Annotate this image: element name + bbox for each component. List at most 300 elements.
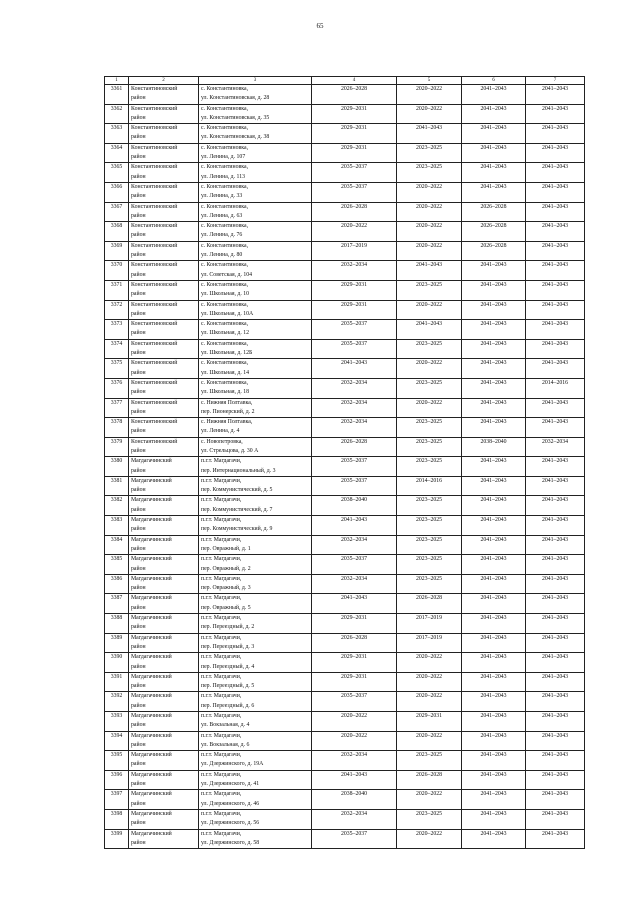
period-col4 (312, 614, 397, 634)
period-col5-line: 2023–2025 (415, 752, 443, 759)
row-number (105, 535, 129, 555)
address-cell-line: пер. Овражный, д. 1 (201, 545, 251, 552)
address-cell-line: с. Константиновка, (201, 164, 249, 171)
district-cell-line: район (131, 369, 146, 376)
row-number-line: 3367 (110, 203, 123, 210)
period-col6-line: 2041–2043 (480, 634, 507, 641)
address-cell-line: п.г.т. Магдагачи, (201, 458, 242, 465)
period-col7 (526, 85, 585, 105)
period-col4 (312, 731, 397, 751)
period-col4 (312, 712, 397, 732)
period-col7 (526, 731, 585, 751)
period-col5 (397, 516, 462, 536)
row-number-line: 3368 (110, 223, 123, 230)
table-row (105, 790, 585, 810)
period-col7-line: 2041–2043 (541, 693, 569, 700)
period-col5 (397, 496, 462, 516)
period-col6-line: 2041–2043 (480, 281, 507, 288)
period-col5 (397, 672, 462, 692)
row-number (105, 672, 129, 692)
period-col4-line: 2035–2037 (340, 164, 368, 171)
district-cell-line: район (131, 761, 146, 768)
period-col5-line: 2029–2031 (415, 713, 443, 719)
period-col5-line: 2023–2025 (415, 517, 443, 524)
period-col5 (397, 770, 462, 790)
table-row (105, 594, 585, 614)
period-col6 (462, 790, 526, 810)
district-cell-line: Магдагачинский (131, 810, 172, 817)
period-col4 (312, 300, 397, 320)
table-row (105, 770, 585, 790)
period-col6 (462, 496, 526, 516)
period-col6-line: 2041–2043 (480, 771, 507, 778)
period-col4 (312, 594, 397, 614)
district-cell-line: район (131, 173, 146, 180)
period-col5-line: 2023–2025 (415, 575, 443, 582)
address-cell-line: с. Константиновка, (201, 360, 249, 367)
period-col7 (526, 712, 585, 732)
period-col6 (462, 809, 526, 829)
period-col7-line: 2041–2043 (541, 673, 569, 680)
period-col4 (312, 790, 397, 810)
row-number-line: 3390 (110, 654, 123, 661)
period-col6-line: 2041–2043 (480, 105, 507, 112)
period-col5 (397, 85, 462, 105)
district-cell-line: район (131, 232, 146, 239)
address-cell (199, 143, 312, 163)
table-row (105, 712, 585, 732)
period-col7 (526, 378, 585, 398)
period-col5-line: 2020–2022 (415, 105, 443, 112)
table-row (105, 143, 585, 163)
period-col7-line: 2041–2043 (541, 830, 569, 837)
period-col6 (462, 672, 526, 692)
period-col4-line: 2026–2028 (340, 86, 368, 92)
period-col4-line: 2035–2037 (340, 321, 368, 328)
period-col6-line: 2041–2043 (480, 732, 507, 739)
district-cell-line: район (131, 252, 146, 259)
district-cell-line: Магдагачинский (131, 654, 172, 661)
district-cell-line: район (131, 154, 146, 161)
period-col6-line: 2041–2043 (480, 419, 507, 426)
period-col6 (462, 535, 526, 555)
address-cell (199, 437, 312, 457)
district-cell (129, 104, 199, 124)
address-cell (199, 555, 312, 575)
period-col7 (526, 143, 585, 163)
row-number (105, 182, 129, 202)
period-col7-line: 2041–2043 (541, 517, 569, 524)
row-number (105, 731, 129, 751)
address-cell-line: с. Константиновка, (201, 262, 249, 269)
period-col4 (312, 261, 397, 281)
period-col4 (312, 339, 397, 359)
period-col5 (397, 261, 462, 281)
address-cell-line: п.г.т. Магдагачи, (201, 791, 242, 798)
period-col6 (462, 163, 526, 183)
district-cell (129, 712, 199, 732)
table-row (105, 359, 585, 379)
district-cell-line: Константиновский (131, 340, 178, 347)
address-cell (199, 320, 312, 340)
period-col4 (312, 751, 397, 771)
table-row (105, 809, 585, 829)
district-cell-line: район (131, 781, 146, 788)
address-cell (199, 516, 312, 536)
row-number (105, 692, 129, 712)
period-col6-line: 2041–2043 (480, 673, 507, 680)
period-col5 (397, 437, 462, 457)
row-number (105, 241, 129, 261)
district-cell (129, 516, 199, 536)
row-number-line: 3376 (110, 379, 123, 386)
address-cell (199, 672, 312, 692)
period-col4 (312, 378, 397, 398)
address-cell (199, 85, 312, 105)
row-number-line: 3377 (110, 399, 123, 406)
period-col7 (526, 516, 585, 536)
period-col7 (526, 633, 585, 653)
district-cell-line: Магдагачинский (131, 732, 172, 739)
district-cell-line: район (131, 741, 146, 748)
row-number-line: 3393 (110, 713, 123, 719)
row-number (105, 280, 129, 300)
period-col5-line: 2020–2022 (415, 242, 443, 249)
district-cell (129, 202, 199, 222)
district-cell-line: район (131, 545, 146, 552)
period-col6 (462, 182, 526, 202)
district-cell-line: Константиновский (131, 379, 178, 386)
period-col7-line: 2041–2043 (541, 497, 569, 504)
period-col5-line: 2023–2025 (415, 536, 443, 543)
period-col4 (312, 359, 397, 379)
period-col5-line: 2023–2025 (415, 810, 443, 817)
period-col7-line: 2041–2043 (541, 399, 569, 406)
period-col4-line: 2020–2022 (340, 713, 368, 719)
period-col4-line: 2017–2019 (340, 242, 368, 249)
table-row (105, 457, 585, 477)
period-col6 (462, 829, 526, 849)
period-col4 (312, 496, 397, 516)
address-cell-line: пер. Переездный, д. 6 (201, 702, 255, 709)
row-number (105, 163, 129, 183)
period-col5-line: 2017–2019 (415, 615, 443, 622)
address-cell-line: с. Константиновка, (201, 281, 249, 288)
address-cell-line: п.г.т. Магдагачи, (201, 752, 242, 759)
address-cell (199, 300, 312, 320)
period-col7-line: 2014–2016 (541, 379, 569, 386)
district-cell-line: район (131, 389, 146, 396)
period-col4 (312, 633, 397, 653)
period-col5-line: 2020–2022 (415, 360, 443, 367)
period-col6 (462, 124, 526, 144)
period-col5-line: 2023–2025 (415, 438, 443, 445)
period-col4-line: 2032–2034 (340, 575, 368, 582)
period-col4 (312, 280, 397, 300)
period-col5 (397, 280, 462, 300)
district-cell (129, 418, 199, 438)
period-col5 (397, 163, 462, 183)
district-cell (129, 770, 199, 790)
period-col7-line: 2041–2043 (541, 477, 569, 484)
row-number-line: 3383 (110, 517, 123, 524)
district-cell (129, 594, 199, 614)
table-row (105, 320, 585, 340)
district-cell-line: Магдагачинский (131, 497, 172, 504)
period-col6-line: 2041–2043 (480, 830, 507, 837)
period-col4 (312, 124, 397, 144)
period-col4-line: 2029–2031 (340, 654, 368, 661)
district-cell (129, 653, 199, 673)
district-cell (129, 574, 199, 594)
period-col6 (462, 300, 526, 320)
address-cell-line: пер. Переездный, д. 5 (201, 683, 255, 690)
district-cell (129, 457, 199, 477)
address-cell (199, 809, 312, 829)
address-cell-line: с. Новопетровка, (201, 438, 243, 445)
period-col4-line: 2026–2028 (340, 634, 368, 641)
column-header: 7 (526, 77, 585, 85)
district-cell-line: Константиновский (131, 419, 178, 426)
period-col4-line: 2029–2031 (340, 301, 368, 308)
district-cell (129, 437, 199, 457)
district-cell (129, 339, 199, 359)
address-cell (199, 378, 312, 398)
period-col7 (526, 261, 585, 281)
period-col6-line: 2041–2043 (480, 575, 507, 582)
address-cell (199, 261, 312, 281)
period-col7 (526, 437, 585, 457)
table-row (105, 124, 585, 144)
period-col4-line: 2032–2034 (340, 810, 368, 817)
address-cell-line: с. Нижняя Полтавка, (201, 399, 253, 406)
column-header: 2 (129, 77, 199, 85)
period-col5-line: 2020–2022 (415, 654, 443, 661)
period-col6-line: 2041–2043 (480, 517, 507, 524)
period-col7 (526, 770, 585, 790)
address-cell-line: с. Константиновка, (201, 223, 249, 230)
district-cell-line: район (131, 330, 146, 337)
period-col6-line: 2026–2028 (480, 223, 507, 230)
address-cell (199, 712, 312, 732)
period-col5-line: 2026–2028 (415, 595, 443, 602)
period-col4-line: 2038–2040 (340, 497, 368, 504)
period-col7 (526, 672, 585, 692)
address-cell-line: пер. Пионерский, д. 2 (201, 408, 255, 415)
period-col5 (397, 633, 462, 653)
table-row (105, 222, 585, 242)
period-col6-line: 2041–2043 (480, 497, 507, 504)
row-number (105, 85, 129, 105)
table-row (105, 829, 585, 849)
address-cell (199, 751, 312, 771)
district-cell-line: район (131, 467, 146, 474)
table-row (105, 104, 585, 124)
address-cell (199, 633, 312, 653)
period-col6 (462, 378, 526, 398)
period-col6-line: 2041–2043 (480, 164, 507, 171)
period-col4-line: 2029–2031 (340, 281, 368, 288)
period-col7 (526, 104, 585, 124)
period-col4-line: 2026–2028 (340, 203, 368, 210)
address-cell-line: п.г.т. Магдагачи, (201, 771, 242, 778)
period-col5-line: 2020–2022 (415, 301, 443, 308)
address-cell-line: п.г.т. Магдагачи, (201, 517, 242, 524)
address-cell (199, 202, 312, 222)
period-col6-line: 2041–2043 (480, 379, 507, 386)
district-cell-line: район (131, 839, 146, 846)
period-col7 (526, 124, 585, 144)
address-cell-line: ул. Константиновская, д. 28 (201, 95, 270, 102)
period-col6 (462, 633, 526, 653)
address-cell-line: с. Константиновка, (201, 321, 249, 328)
address-cell (199, 653, 312, 673)
period-col6-line: 2041–2043 (480, 144, 507, 151)
period-col6 (462, 222, 526, 242)
period-col5 (397, 104, 462, 124)
row-number (105, 378, 129, 398)
period-col7-line: 2041–2043 (541, 419, 569, 426)
address-cell-line: ул. Дзержинского, д. 41 (201, 781, 260, 788)
row-number (105, 770, 129, 790)
period-col5-line: 2020–2022 (415, 399, 443, 406)
period-col6-line: 2041–2043 (480, 791, 507, 798)
period-col5-line: 2020–2022 (415, 673, 443, 680)
row-number-line: 3387 (110, 595, 123, 602)
row-number-line: 3364 (110, 144, 123, 151)
address-cell (199, 535, 312, 555)
row-number-line: 3365 (110, 164, 123, 171)
column-header: 5 (397, 77, 462, 85)
period-col5 (397, 574, 462, 594)
period-col6 (462, 476, 526, 496)
period-col5 (397, 535, 462, 555)
district-cell-line: Константиновский (131, 144, 178, 151)
period-col5-line: 2023–2025 (415, 556, 443, 563)
period-col5-line: 2023–2025 (415, 144, 443, 151)
table-row (105, 202, 585, 222)
period-col6 (462, 437, 526, 457)
period-col7 (526, 182, 585, 202)
district-cell-line: Константиновский (131, 125, 178, 132)
address-cell-line: п.г.т. Магдагачи, (201, 830, 242, 837)
period-col5-line: 2020–2022 (415, 203, 443, 210)
period-col4-line: 2020–2022 (340, 732, 368, 739)
address-cell (199, 104, 312, 124)
address-cell-line: ул. Ленина, д. 76 (201, 232, 243, 239)
district-cell-line: Магдагачинский (131, 693, 172, 700)
period-col4 (312, 241, 397, 261)
address-cell (199, 457, 312, 477)
district-cell-line: Магдагачинский (131, 771, 172, 778)
row-number-line: 3366 (110, 183, 123, 190)
period-col5-line: 2041–2043 (415, 262, 443, 269)
table-row (105, 378, 585, 398)
period-col4 (312, 182, 397, 202)
period-col5 (397, 124, 462, 144)
address-cell-line: п.г.т. Магдагачи, (201, 595, 242, 602)
address-cell-line: с. Константиновка, (201, 340, 249, 347)
period-col7-line: 2041–2043 (541, 242, 569, 249)
address-cell-line: с. Константиновка, (201, 105, 249, 112)
period-col7-line: 2041–2043 (541, 732, 569, 739)
period-col6-line: 2041–2043 (480, 752, 507, 759)
period-col7-line: 2041–2043 (541, 654, 569, 661)
address-cell (199, 339, 312, 359)
period-col7-line: 2041–2043 (541, 810, 569, 817)
row-number (105, 574, 129, 594)
period-col4-line: 2035–2037 (340, 556, 368, 563)
district-cell (129, 261, 199, 281)
period-col7 (526, 202, 585, 222)
district-cell-line: район (131, 722, 146, 729)
row-number-line: 3382 (110, 497, 123, 504)
district-cell-line: район (131, 193, 146, 200)
period-col6-line: 2041–2043 (480, 810, 507, 817)
address-cell-line: пер. Коммунистический, д. 9 (201, 526, 273, 533)
period-col5-line: 2020–2022 (415, 183, 443, 190)
address-cell-line: ул. Ленина, д. 4 (201, 428, 240, 435)
row-number-line: 3362 (110, 105, 123, 112)
period-col7-line: 2041–2043 (541, 301, 569, 308)
period-col7 (526, 692, 585, 712)
period-col7 (526, 398, 585, 418)
period-col6 (462, 555, 526, 575)
address-cell-line: ул. Ленина, д. 107 (201, 154, 246, 161)
period-col4 (312, 476, 397, 496)
district-cell (129, 535, 199, 555)
district-cell-line: район (131, 350, 146, 357)
period-col4-line: 2029–2031 (340, 144, 368, 151)
period-col6 (462, 516, 526, 536)
period-col4-line: 2035–2037 (340, 458, 368, 465)
period-col4-line: 2020–2022 (340, 223, 368, 230)
row-number-line: 3391 (110, 673, 123, 680)
period-col4 (312, 653, 397, 673)
address-cell-line: пер. Интернациональный, д. 3 (201, 467, 276, 474)
address-cell (199, 790, 312, 810)
address-cell-line: пер. Переездный, д. 2 (201, 624, 255, 631)
period-col5 (397, 614, 462, 634)
address-cell (199, 182, 312, 202)
period-col5 (397, 143, 462, 163)
address-cell-line: пер. Овражный, д. 5 (201, 604, 251, 611)
period-col4-line: 2029–2031 (340, 105, 368, 112)
district-cell-line: Константиновский (131, 86, 178, 92)
period-col6 (462, 418, 526, 438)
district-cell-line: Магдагачинский (131, 713, 172, 719)
address-cell-line: пер. Переездный, д. 4 (201, 663, 255, 670)
period-col6 (462, 731, 526, 751)
period-col7-line: 2041–2043 (541, 203, 569, 210)
period-col4 (312, 809, 397, 829)
period-col5 (397, 398, 462, 418)
table-row (105, 574, 585, 594)
table-row (105, 300, 585, 320)
address-cell (199, 398, 312, 418)
address-cell-line: пер. Овражный, д. 3 (201, 585, 251, 592)
period-col7 (526, 790, 585, 810)
row-number-line: 3394 (110, 732, 123, 739)
address-cell-line: пер. Переездный, д. 3 (201, 643, 255, 650)
address-cell-line: с. Константиновка, (201, 183, 249, 190)
period-col5-line: 2026–2028 (415, 771, 443, 778)
row-number (105, 653, 129, 673)
district-cell-line: район (131, 310, 146, 317)
period-col5 (397, 359, 462, 379)
row-number-line: 3381 (110, 477, 123, 484)
row-number (105, 633, 129, 653)
